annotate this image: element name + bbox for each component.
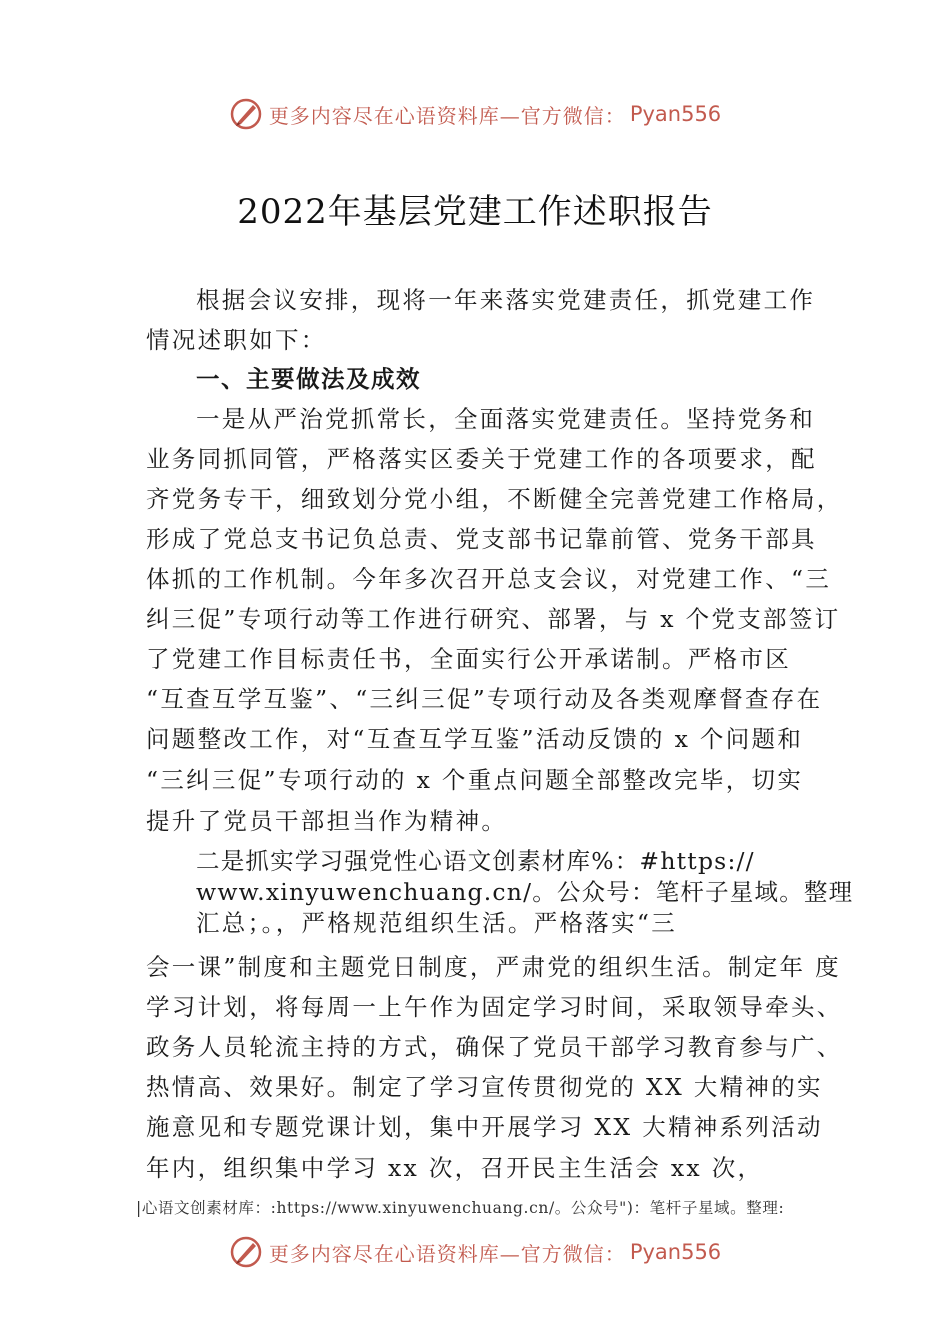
- paragraph-line: “三纠三促”专项行动的 x 个重点问题全部整改完毕，切实: [146, 766, 804, 794]
- banner-wechat-id: Pyan556: [629, 102, 722, 126]
- paragraph-line: “互查互学互鉴”、“三纠三促”专项行动及各类观摩督查存在: [146, 685, 823, 713]
- top-banner: [0, 94, 950, 134]
- paragraph-line: www.xinyuwenchuang.cn/。公众号：笔杆子星域。整理: [196, 878, 854, 906]
- document-title: 2022年基层党建工作述职报告: [237, 192, 713, 232]
- pen-logo-icon: [229, 97, 263, 131]
- pen-logo-icon: [229, 1235, 263, 1269]
- paragraph-line: 形成了党总支书记负总责、党支部书记靠前管、党务干部具: [146, 525, 817, 553]
- paragraph-line: 年内，组织集中学习 xx 次，召开民主生活会 xx 次，: [146, 1154, 764, 1182]
- paragraph-line: 提升了党员干部担当作为精神。: [146, 807, 508, 835]
- bottom-banner: [0, 1232, 950, 1272]
- banner-text: 更多内容尽在心语资料库—官方微信：: [268, 103, 626, 128]
- footnote: |心语文创素材库：:https://www.xinyuwenchuang.cn/。公众号")：笔杆子星域。整理:: [136, 1199, 785, 1217]
- banner-wechat-id: Pyan556: [629, 1240, 722, 1264]
- paragraph-line: 学习计划，将每周一上午作为固定学习时间，采取领导牵头、: [146, 993, 843, 1021]
- paragraph-line: 汇总；。，严格规范组织生活。严格落实“三: [196, 909, 678, 937]
- banner-text: 更多内容尽在心语资料库—官方微信：: [268, 1241, 626, 1266]
- paragraph-line: 了党建工作目标责任书，全面实行公开承诺制。严格市区: [146, 645, 791, 673]
- paragraph-line: 热情高、效果好。制定了学习宣传贯彻党的 XX 大精神的实: [146, 1073, 823, 1101]
- paragraph-line: 根据会议安排，现将一年来落实党建责任，抓党建工作: [196, 286, 816, 314]
- paragraph-line: 二是抓实学习强党性心语文创素材库%：#https://: [196, 847, 755, 875]
- section-heading: 一、主要做法及成效: [196, 365, 421, 393]
- paragraph-line: 齐党务专干，细致划分党小组，不断健全完善党建工作格局，: [146, 485, 843, 513]
- paragraph-line: 会一课”制度和主题党日制度，严肃党的组织生活。制定年 度: [146, 953, 841, 981]
- paragraph-line: 情况述职如下：: [146, 326, 327, 354]
- paragraph-line: 业务同抓同管，严格落实区委关于党建工作的各项要求，配: [146, 445, 817, 473]
- paragraph-line: 一是从严治党抓常长，全面落实党建责任。坚持党务和: [196, 405, 816, 433]
- paragraph-line: 问题整改工作，对“互查互学互鉴”活动反馈的 x 个问题和: [146, 725, 804, 753]
- paragraph-line: 施意见和专题党课计划，集中开展学习 XX 大精神系列活动: [146, 1113, 823, 1141]
- paragraph-line: 体抓的工作机制。今年多次召开总支会议，对党建工作、“三: [146, 565, 832, 593]
- paragraph-line: 政务人员轮流主持的方式，确保了党员干部学习教育参与广、: [146, 1033, 843, 1061]
- paragraph-line: 纠三促”专项行动等工作进行研究、部署，与 x 个党支部签订: [146, 605, 841, 633]
